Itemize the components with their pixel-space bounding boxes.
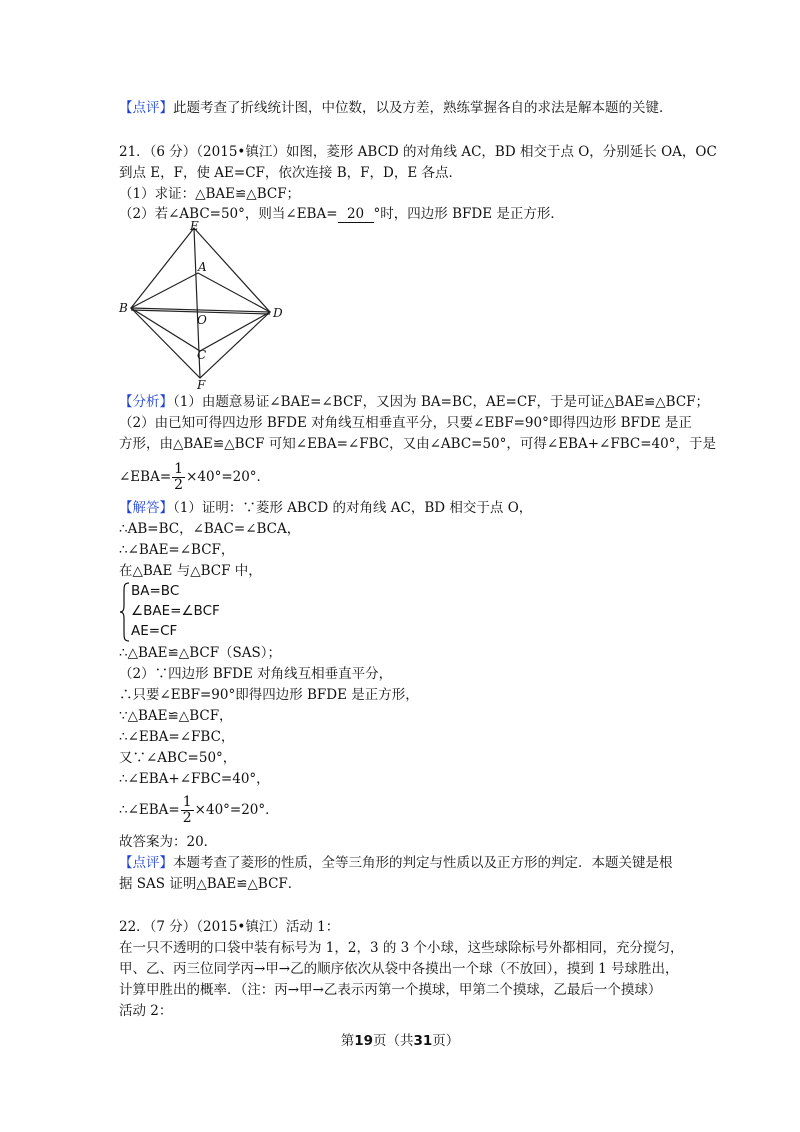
- solution-line-3: ∴∠BAE=∠BCF，: [119, 542, 235, 558]
- solution-formula-suffix: ×40°=20°．: [194, 802, 279, 818]
- comment-text: 此题考查了折线统计图，中位数，以及方差，熟练掌握各自的求法是解本题的关键．: [173, 100, 673, 116]
- solution-answer: 故答案为：20．: [119, 834, 218, 850]
- analysis-formula-prefix: ∠EBA=: [119, 469, 172, 485]
- comment-line-2: 据 SAS 证明△BAE≌△BCF．: [119, 876, 302, 892]
- comment-line-1: [119, 853, 673, 873]
- solution-tag: 【解答】: [119, 500, 173, 516]
- footer-post: 页）: [432, 1033, 460, 1049]
- part-2-suffix: °时，四边形 BFDE 是正方形．: [373, 206, 564, 222]
- system-row-2: ∠BAE=∠BCF: [131, 603, 220, 619]
- answer-blank: 20: [338, 206, 374, 223]
- solution-line-11: ∴∠EBA+∠FBC=40°，: [119, 771, 270, 787]
- fraction-denominator: 2: [182, 810, 192, 826]
- footer-mid: 页（共: [373, 1033, 414, 1049]
- system-row-3: AE=CF: [131, 623, 178, 639]
- label-f: F: [197, 378, 206, 390]
- comment-text-1: 本题考查了菱形的性质，全等三角形的判定与性质以及正方形的判定．本题关键是根: [173, 855, 673, 871]
- label-b: B: [119, 301, 128, 315]
- solution-line-1: [119, 498, 532, 518]
- label-e: E: [190, 220, 199, 233]
- q22-line-2: 在一只不透明的口袋中装有标号为 1，2，3 的 3 个小球，这些球除标号外都相同，充分搅匀，: [119, 940, 684, 956]
- comment-tag: 【点评】: [119, 100, 173, 116]
- solution-text-1: （1）证明：∵菱形 ABCD 的对角线 AC，BD 相交于点 O，: [173, 500, 533, 516]
- system-row-1: BA=BC: [131, 583, 180, 599]
- label-c: C: [197, 348, 207, 362]
- part-2-prefix: （2）若∠ABC=50°，则当∠EBA=: [119, 206, 338, 222]
- solution-line-5: ∴△BAE≌△BCF（SAS）；: [119, 645, 282, 661]
- solution-line-12: [119, 795, 279, 826]
- fraction-numerator: 1: [174, 461, 184, 477]
- q21-part-1: （1）求证：△BAE≌△BCF；: [119, 186, 301, 202]
- analysis-line-2: （2）由已知可得四边形 BFDE 对角线互相垂直平分，只要∠EBF=90°即得四边形 BFDE 是正: [119, 415, 692, 431]
- solution-line-4: 在△BAE 与△BCF 中，: [119, 563, 262, 579]
- page-number: 19: [354, 1033, 373, 1049]
- prev-comment-line: [119, 98, 673, 118]
- fraction-denominator: 2: [174, 477, 184, 493]
- analysis-text-1: （1）由题意易证∠BAE=∠BCF，又因为 BA=BC，AE=CF，于是可证△BAE≌△BCF；: [173, 394, 710, 410]
- q22-line-1: 22．（7 分）（2015•镇江）活动 1：: [119, 919, 340, 935]
- analysis-formula-suffix: ×40°=20°．: [186, 469, 271, 485]
- q22-line-4: 计算甲胜出的概率．（注：丙→甲→乙表示丙第一个摸球，甲第二个摸球，乙最后一个摸球）: [119, 982, 662, 998]
- label-a: A: [198, 260, 207, 274]
- analysis-tag: 【分析】: [119, 394, 173, 410]
- q21-stem-line-1: 21．（6 分）（2015•镇江）如图，菱形 ABCD 的对角线 AC，BD 相交于点 O，分别延长 OA，OC: [119, 144, 717, 160]
- comment-tag-2: 【点评】: [119, 855, 173, 871]
- label-d: D: [273, 306, 283, 320]
- analysis-line-3: 方形，由△BAE≌△BCF 可知∠EBA=∠FBC，又由∠ABC=50°，可得∠EBA+∠FBC=40°，于是: [119, 436, 716, 452]
- footer-pre: 第: [340, 1033, 355, 1049]
- solution-line-10: 又∵∠ABC=50°，: [119, 750, 237, 766]
- label-o: O: [197, 313, 207, 327]
- rhombus-figure: [114, 220, 289, 390]
- solution-line-6: （2）∵四边形 BFDE 对角线互相垂直平分，: [119, 666, 393, 682]
- solution-line-9: ∴∠EBA=∠FBC，: [119, 729, 235, 745]
- page-footer: [0, 1031, 800, 1051]
- solution-line-8: ∵△BAE≌△BCF，: [119, 708, 233, 724]
- analysis-line-4: [119, 462, 270, 493]
- solution-line-2: ∴AB=BC，∠BAC=∠BCA，: [119, 521, 301, 537]
- solution-formula-prefix: ∴∠EBA=: [119, 802, 180, 818]
- system-brace: [119, 582, 131, 642]
- fraction-one-half-2: [181, 795, 194, 826]
- q21-stem-line-2: 到点 E，F，使 AE=CF，依次连接 B，F，D，E 各点．: [119, 165, 462, 181]
- q22-line-5: 活动 2：: [119, 1003, 173, 1019]
- fraction-one-half: [172, 462, 185, 493]
- q22-line-3: 甲、乙、丙三位同学丙→甲→乙的顺序依次从袋中各摸出一个球（不放回），摸到 1 号球胜出，: [119, 961, 679, 977]
- page-total: 31: [413, 1033, 433, 1049]
- fraction-numerator: 1: [182, 794, 192, 810]
- solution-line-7: ∴只要∠EBF=90°即得四边形 BFDE 是正方形，: [119, 687, 419, 703]
- analysis-line-1: [119, 392, 709, 412]
